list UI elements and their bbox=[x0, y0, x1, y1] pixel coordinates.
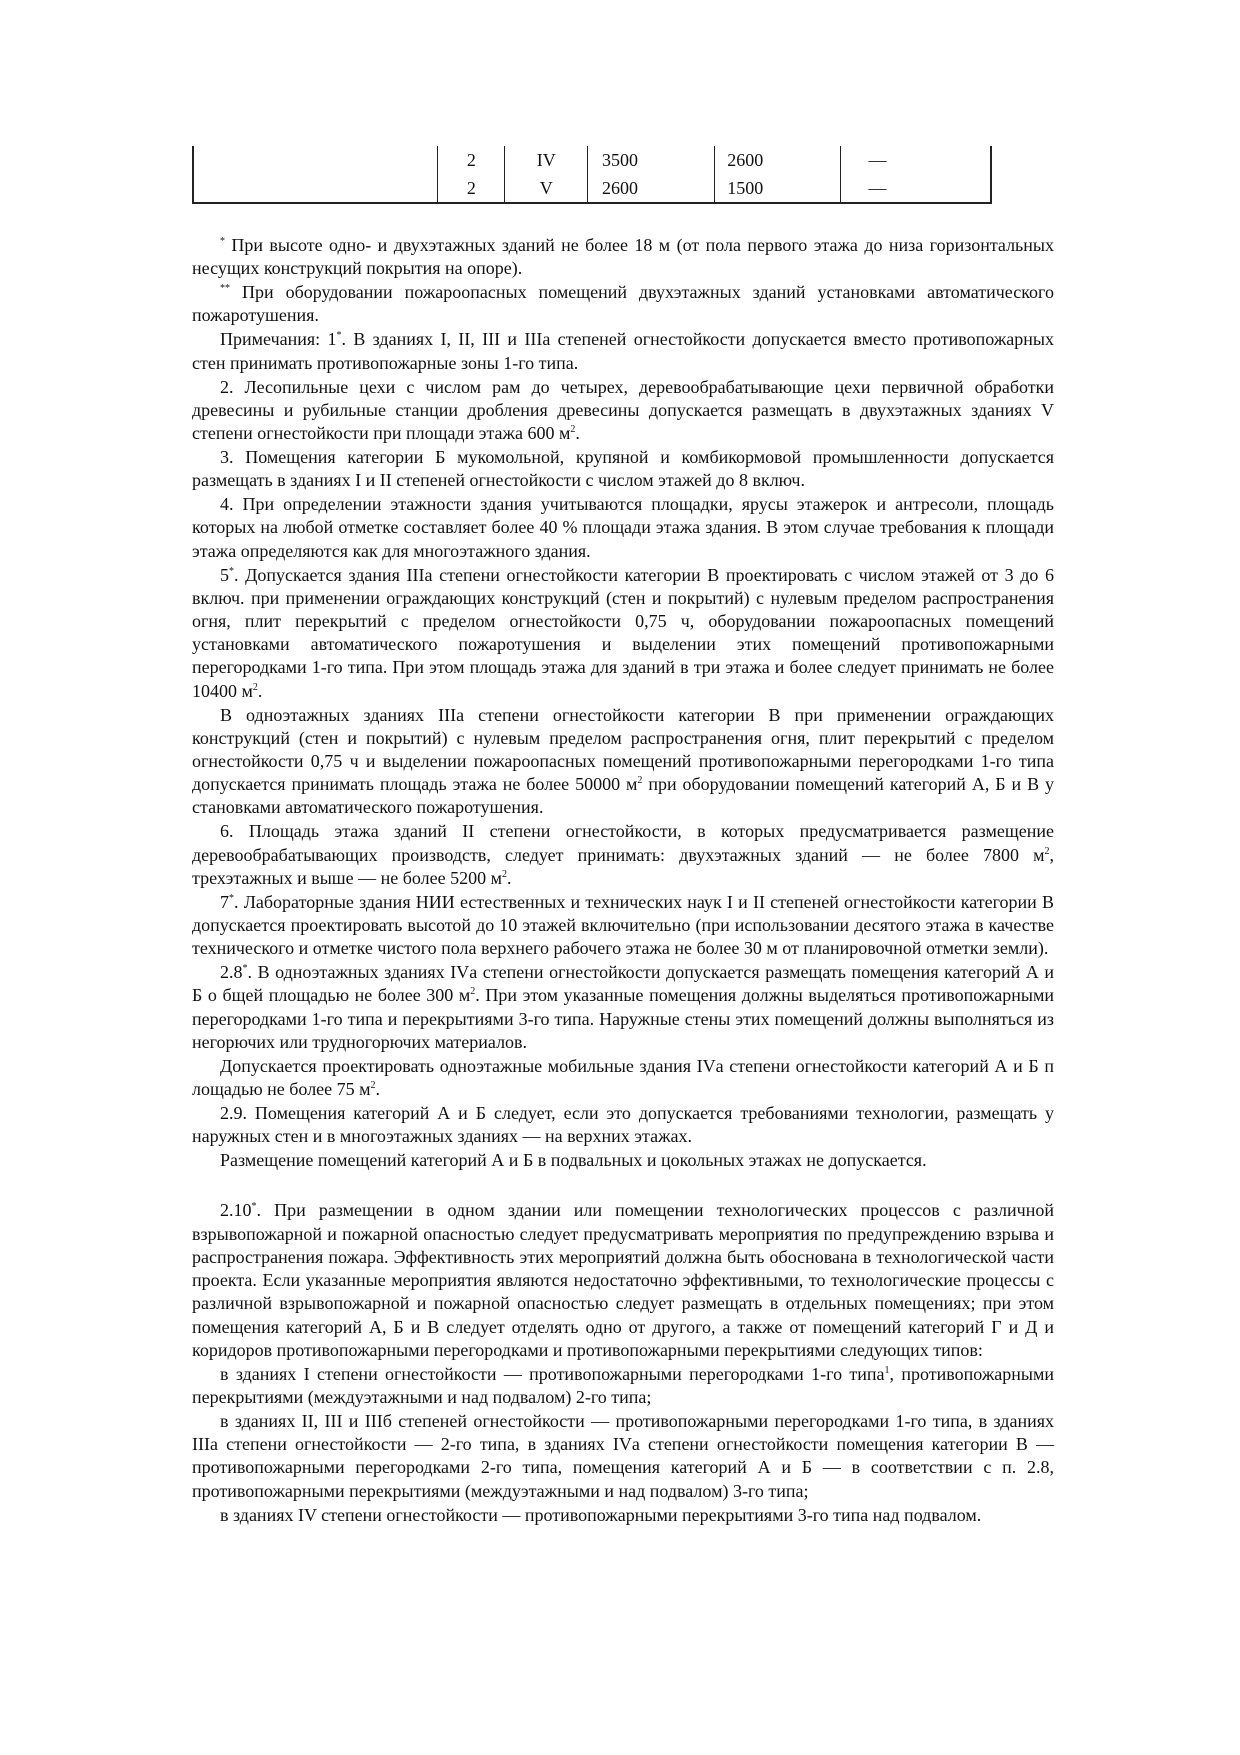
text-run: При высоте одно- и двухэтажных зданий не более 18 м (от пола первого этажа до низа горизонтальных несущих конструкций покрытия на опоре). bbox=[192, 235, 1054, 279]
table-cell bbox=[193, 174, 438, 203]
paragraph bbox=[192, 891, 1054, 961]
table-cell: 2 bbox=[438, 174, 505, 203]
table-cell: 1500 bbox=[715, 174, 840, 203]
paragraph bbox=[192, 493, 1054, 563]
text-run: . Допускается здания IIIа степени огнестойкости категории В проектировать с числом этажей от 3 до 6 включ. при применении ограждающих конструкций (стен и покрытий) с нулевым пределом распространения огня, плит перекрытий с пределом огнестойкости 0,75 ч, оборудовании пожароопасных помещений установками автоматического пожаротушения и выделении этих помещений противопожарными перегородками 1-го типа. При этом площадь этажа для зданий в три этажа и более следует принимать не более 10400 м bbox=[192, 564, 1054, 701]
text-run: . При размещении в одном здании или помещении технологических процессов с различной взрывопожарной и пожарной опасностью следует предусматривать мероприятия по предупреждению взрыва и распространения пожара. Эффективность этих мероприятий должна быть обоснована в технологической части проекта. Если указанные мероприятия являются недостаточно эффективными, то технологические процессы с различной взрывопожарной и пожарной опасностью следует размещать в отдельных помещениях; при этом помещения категорий А, Б и В следует отделять одно от другого, а также от помещений категорий Г и Д и коридоров противопожарными перегородками и противопожарными перекрытиями следующих типов: bbox=[192, 1200, 1054, 1360]
text-run: . Лабораторные здания НИИ естественных и технических наук I и II степеней огнестойкости категории В допускается проектировать высотой до 10 этажей включительно (при использовании десятого этажа в качестве технического и отметке чистого пола верхнего рабочего этажа не более 30 м от планировочной отметки земли). bbox=[192, 891, 1054, 959]
table-cell: 2600 bbox=[588, 174, 715, 203]
text-run: 4. При определении этажности здания учитываются площадки, ярусы этажерок и антресоли, площадь которых на любой отметке составляет более 40 % площади этажа здания. В этом случае требования к площади этажа определяются как для многоэтажного здания. bbox=[192, 494, 1054, 561]
continuation-table bbox=[192, 146, 992, 204]
table-row bbox=[193, 146, 991, 174]
text-run: в зданиях II, III и IIIб степеней огнестойкости — противопожарными перегородками 1-го типа, в зданиях IIIа степени огнестойкости — 2-го типа, в зданиях IVа степени огнестойкости помещения категории В — противопожарными перегородками 2-го типа, помещения категорий А и Б — в соответствии с п. 2.8, противопожарными перекрытиями (междуэтажными и над подвалом) 3-го типа; bbox=[192, 1410, 1054, 1501]
superscript: 2 bbox=[252, 681, 258, 693]
superscript: * bbox=[251, 1201, 257, 1213]
paragraph bbox=[192, 281, 1054, 327]
text-run: Допускается проектировать одноэтажные мобильные здания IVа степени огнестойкости категорий А и Б п лощадью не более 75 м bbox=[192, 1055, 1054, 1100]
paragraph bbox=[192, 328, 1054, 374]
text-run: Примечания: 1 bbox=[220, 329, 337, 350]
paragraph bbox=[192, 820, 1054, 890]
body-text bbox=[192, 234, 1054, 1528]
text-run: 7 bbox=[220, 891, 229, 912]
paragraph bbox=[192, 1102, 1054, 1148]
text-run: . bbox=[575, 423, 580, 444]
text-run: 2.8 bbox=[220, 962, 243, 983]
table-cell: — bbox=[840, 174, 991, 203]
text-run: Размещение помещений категорий А и Б в подвальных и цокольных этажах не допускается. bbox=[220, 1150, 927, 1171]
text-run: , противопожарными перекрытиями (междуэтажными и над подвалом) 2-го типа; bbox=[192, 1363, 1054, 1407]
paragraph bbox=[192, 1055, 1054, 1101]
text-run: 2.10 bbox=[220, 1200, 252, 1221]
table-cell: 2600 bbox=[715, 146, 840, 174]
text-run: 5 bbox=[220, 564, 229, 585]
superscript: 2 bbox=[370, 1080, 376, 1092]
text-run: . bbox=[375, 1079, 381, 1100]
table-cell: V bbox=[505, 174, 588, 203]
table-row bbox=[193, 174, 991, 203]
paragraph bbox=[192, 376, 1054, 446]
paragraph bbox=[192, 1410, 1054, 1503]
superscript: * bbox=[229, 892, 234, 904]
superscript: * bbox=[336, 330, 342, 342]
text-run: при оборудовании помещений категорий А, Б и В у становками автоматического пожаротушения. bbox=[192, 774, 1054, 818]
paragraph bbox=[192, 1363, 1054, 1409]
text-run: в зданиях IV степени огнестойкости — противопожарными перекрытиями 3-го типа над подвалом. bbox=[220, 1504, 982, 1525]
superscript: ** bbox=[220, 283, 230, 295]
text-run: . При этом указанные помещения должны выделяться противопожарными перегородками 1-го типа и перекрытиями 3-го типа. Наружные стены этих помещений должны выполняться из негорючих или трудногорючих материалов. bbox=[192, 985, 1054, 1052]
paragraph bbox=[192, 1149, 1054, 1172]
paragraph bbox=[192, 564, 1054, 703]
paragraph bbox=[192, 1199, 1054, 1361]
text-run: При оборудовании пожароопасных помещений двухэтажных зданий установками автоматического пожаротушения. bbox=[192, 282, 1054, 326]
text-run: , трехэтажных и выше — не более 5200 м bbox=[192, 844, 1054, 888]
superscript: 1 bbox=[884, 1364, 890, 1376]
text-run: 6. Площадь этажа зданий II степени огнестойкости, в которых предусматривается размещение деревообрабатывающих производств, следует принимать: двухэтажных зданий — не более 7800 м bbox=[192, 821, 1054, 865]
superscript: * bbox=[220, 236, 225, 247]
table-cell: 3500 bbox=[588, 146, 715, 174]
superscript: * bbox=[242, 963, 248, 975]
superscript: 2 bbox=[637, 775, 643, 787]
text-run: . В одноэтажных зданиях IVа степени огнестойкости допускается размещать помещения категорий А и Б о бщей площадью не более 300 м bbox=[192, 962, 1054, 1006]
text-run: . bbox=[507, 867, 512, 888]
table-cell: IV bbox=[505, 146, 588, 174]
text-run: 2.9. Помещения категорий А и Б следует, если это допускается требованиями технологии, размещать у наружных стен и в многоэтажных зданиях — на верхних этажах. bbox=[192, 1103, 1054, 1147]
paragraph bbox=[192, 446, 1054, 492]
paragraph bbox=[192, 1504, 1054, 1527]
superscript: 2 bbox=[502, 868, 508, 880]
paragraph bbox=[192, 961, 1054, 1054]
table-cell: — bbox=[840, 146, 991, 174]
text-run: 3. Помещения категории Б мукомольной, крупяной и комбикормовой промышленности допускается размещать в зданиях I и II степеней огнестойкости с числом этажей до 8 включ. bbox=[192, 447, 1054, 491]
text-run: В одноэтажных зданиях IIIа степени огнестойкости категории В при применении ограждающих конструкций (стен и покрытий) с нулевым пределом распространения огня, плит перекрытий с пределом огнестойкости 0,75 ч и выделении пожароопасных помещений противопожарными перегородками 1-го типа допускается принимать площадь этажа не более 50000 м bbox=[192, 704, 1054, 795]
table-cell: 2 bbox=[438, 146, 505, 174]
text-run: . В зданиях I, II, III и IIIа степеней огнестойкости допускается вместо противопожарных стен принимать противопожарные зоны 1-го типа. bbox=[192, 329, 1054, 373]
superscript: * bbox=[229, 565, 234, 577]
table-cell bbox=[193, 146, 438, 174]
text-run: 2. Лесопильные цехи с числом рам до четырех, деревообрабатывающие цехи первичной обработки древесины и рубильные станции дробления древесины допускается размещать в двухэтажных зданиях V степени огнестойкости при площади этажа 600 м bbox=[192, 376, 1054, 444]
superscript: 2 bbox=[1044, 845, 1050, 857]
text-run: в зданиях I степени огнестойкости — противопожарными перегородками 1-го типа bbox=[220, 1363, 885, 1384]
text-run: . bbox=[257, 680, 263, 701]
paragraph bbox=[192, 704, 1054, 820]
paragraph bbox=[192, 234, 1054, 280]
superscript: 2 bbox=[570, 424, 576, 436]
superscript: 2 bbox=[470, 986, 476, 998]
